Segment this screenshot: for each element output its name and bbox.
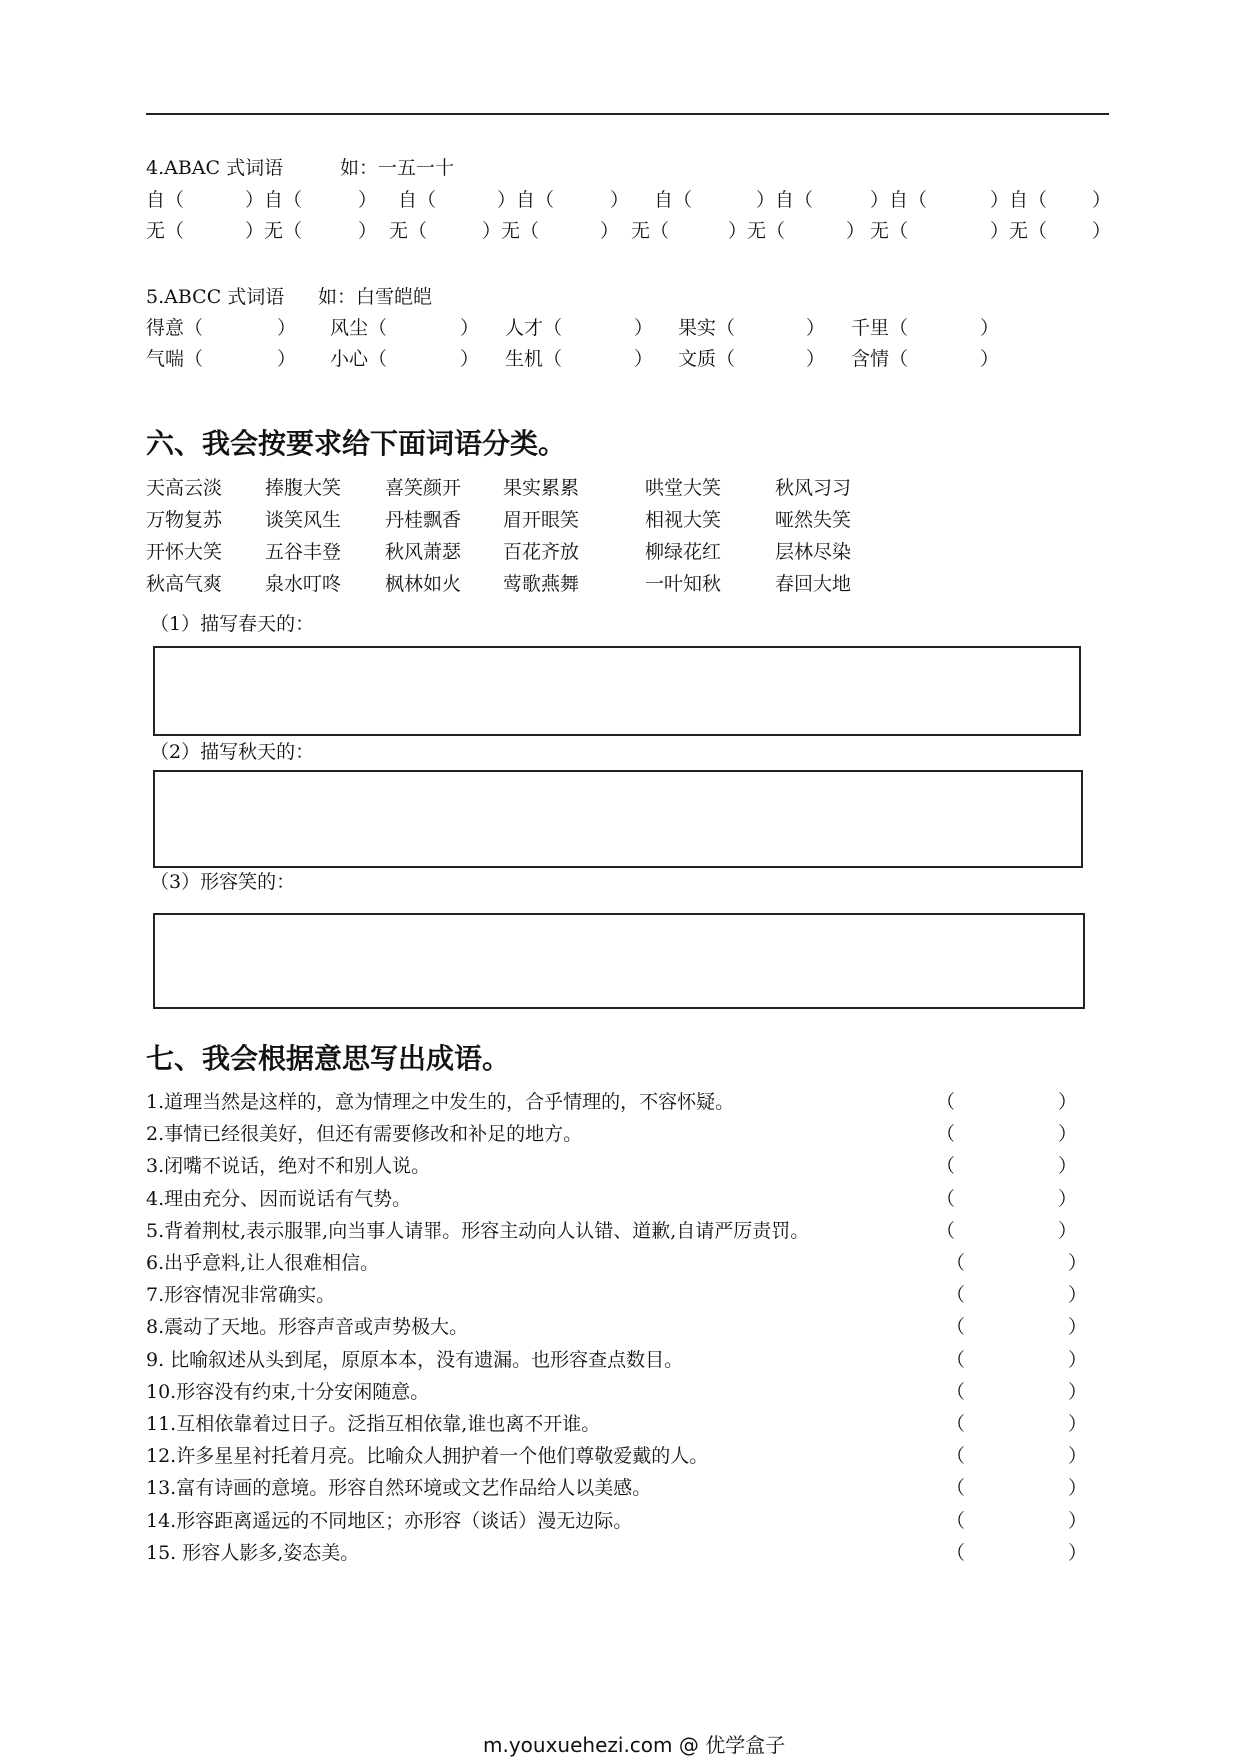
- answer-paren-open[interactable]: （: [936, 1123, 956, 1145]
- idiom-question: 14.形容距离遥远的不同地区；亦形容（谈话）漫无边际。: [146, 1510, 633, 1532]
- abcc-blank-r1-6[interactable]: 果实（: [678, 317, 736, 339]
- idiom-question: 15. 形容人影多,姿态美。: [146, 1542, 360, 1564]
- word-item: 万物复苏: [146, 509, 223, 531]
- abac-blank-r1-1[interactable]: ）自（: [245, 189, 303, 211]
- q3-label: （3）形容笑的：: [150, 871, 296, 893]
- answer-paren-close[interactable]: ）: [1068, 1316, 1088, 1338]
- answer-paren-close[interactable]: ）: [1068, 1542, 1088, 1564]
- abac-blank-r1-4[interactable]: ）自（: [497, 189, 555, 211]
- abcc-blank-r2-8[interactable]: 含情（: [851, 348, 909, 370]
- word-item: 果实累累: [503, 477, 580, 499]
- abac-blank-r2-10[interactable]: ）无（: [990, 220, 1048, 242]
- section5-title: 5.ABCC 式词语: [146, 286, 285, 308]
- abcc-blank-r1-3[interactable]: ）: [460, 317, 480, 339]
- answer-paren-close[interactable]: ）: [1058, 1220, 1078, 1242]
- word-item: 一叶知秋: [645, 573, 722, 595]
- idiom-question: 7.形容情况非常确实。: [146, 1284, 336, 1306]
- abac-blank-r1-9[interactable]: ）自（: [990, 189, 1048, 211]
- abcc-blank-r1-4[interactable]: 人才（: [505, 317, 563, 339]
- abac-blank-r2-11[interactable]: ）: [1092, 220, 1112, 242]
- word-item: 秋风习习: [775, 477, 852, 499]
- section4-title: 4.ABAC 式词语: [146, 157, 284, 179]
- answer-paren-close[interactable]: ）: [1068, 1349, 1088, 1371]
- abac-blank-r2-4[interactable]: ）无（: [482, 220, 540, 242]
- idiom-question: 1.道理当然是这样的，意为情理之中发生的，合乎情理的，不容怀疑。: [146, 1091, 735, 1113]
- abac-blank-r2-7[interactable]: ）无（: [728, 220, 786, 242]
- abcc-blank-r1-8[interactable]: 千里（: [851, 317, 909, 339]
- answer-paren-open[interactable]: （: [946, 1381, 966, 1403]
- word-item: 泉水叮咚: [265, 573, 342, 595]
- answer-paren-close[interactable]: ）: [1068, 1510, 1088, 1532]
- abac-blank-r1-5[interactable]: ）: [610, 189, 630, 211]
- abac-blank-r2-8[interactable]: ）: [846, 220, 866, 242]
- answer-paren-close[interactable]: ）: [1068, 1252, 1088, 1274]
- answer-paren-open[interactable]: （: [936, 1188, 956, 1210]
- word-item: 丹桂飘香: [385, 509, 462, 531]
- abcc-blank-r1-7[interactable]: ）: [806, 317, 826, 339]
- abcc-blank-r2-9[interactable]: ）: [980, 348, 1000, 370]
- section4-example: 如：一五一十: [340, 157, 455, 179]
- answer-paren-open[interactable]: （: [946, 1477, 966, 1499]
- abac-blank-r2-3[interactable]: 无（: [389, 220, 428, 242]
- footer-watermark: m.youxuehezi.com @ 优学盒子: [483, 1733, 786, 1757]
- idiom-question: 2.事情已经很美好，但还有需要修改和补足的地方。: [146, 1123, 583, 1145]
- idiom-question: 10.形容没有约束,十分安闲随意。: [146, 1381, 430, 1403]
- abcc-blank-r2-5[interactable]: ）: [634, 348, 654, 370]
- abac-blank-r1-10[interactable]: ）: [1092, 189, 1112, 211]
- abac-blank-r1-3[interactable]: 自（: [398, 189, 437, 211]
- answer-paren-open[interactable]: （: [936, 1220, 956, 1242]
- answer-paren-open[interactable]: （: [946, 1349, 966, 1371]
- abac-blank-r2-5[interactable]: ）: [600, 220, 620, 242]
- abac-blank-r2-9[interactable]: 无（: [870, 220, 909, 242]
- word-item: 眉开眼笑: [503, 509, 580, 531]
- abcc-blank-r2-2[interactable]: 小心（: [330, 348, 388, 370]
- word-item: 相视大笑: [645, 509, 722, 531]
- abcc-blank-r1-2[interactable]: 风尘（: [330, 317, 388, 339]
- idiom-question: 6.出乎意料,让人很难相信。: [146, 1252, 380, 1274]
- abcc-blank-r2-3[interactable]: ）: [460, 348, 480, 370]
- abac-blank-r1-2[interactable]: ）: [358, 189, 378, 211]
- abac-blank-r2-2[interactable]: ）: [358, 220, 378, 242]
- word-item: 哑然失笑: [775, 509, 852, 531]
- answer-paren-close[interactable]: ）: [1068, 1381, 1088, 1403]
- abac-blank-r1-7[interactable]: ）自（: [756, 189, 814, 211]
- section5-example: 如：白雪皑皑: [318, 286, 433, 308]
- answer-paren-open[interactable]: （: [946, 1252, 966, 1274]
- word-item: 柳绿花红: [645, 541, 722, 563]
- q2-label: （2）描写秋天的：: [150, 741, 315, 763]
- word-item: 秋高气爽: [146, 573, 223, 595]
- abac-blank-r1-0[interactable]: 自（: [146, 189, 185, 211]
- word-item: 哄堂大笑: [645, 477, 722, 499]
- answer-paren-close[interactable]: ）: [1058, 1188, 1078, 1210]
- idiom-question: 9. 比喻叙述从头到尾，原原本本，没有遗漏。也形容查点数目。: [146, 1349, 684, 1371]
- idiom-question: 8.震动了天地。形容声音或声势极大。: [146, 1316, 469, 1338]
- abcc-blank-r2-4[interactable]: 生机（: [505, 348, 563, 370]
- answer-paren-close[interactable]: ）: [1068, 1284, 1088, 1306]
- answer-paren-close[interactable]: ）: [1068, 1445, 1088, 1467]
- answer-paren-open[interactable]: （: [946, 1316, 966, 1338]
- answer-paren-open[interactable]: （: [946, 1413, 966, 1435]
- idiom-question: 12.许多星星衬托着月亮。比喻众人拥护着一个他们尊敬爱戴的人。: [146, 1445, 709, 1467]
- idiom-question: 13.富有诗画的意境。形容自然环境或文艺作品给人以美感。: [146, 1477, 652, 1499]
- answer-paren-open[interactable]: （: [936, 1091, 956, 1113]
- answer-paren-close[interactable]: ）: [1058, 1091, 1078, 1113]
- answer-box-spring[interactable]: [153, 646, 1081, 736]
- section6-heading: 六、我会按要求给下面词语分类。: [146, 427, 567, 460]
- abac-blank-r2-6[interactable]: 无（: [631, 220, 670, 242]
- answer-paren-close[interactable]: ）: [1068, 1413, 1088, 1435]
- word-item: 春回大地: [775, 573, 852, 595]
- abcc-blank-r1-5[interactable]: ）: [634, 317, 654, 339]
- answer-paren-open[interactable]: （: [946, 1542, 966, 1564]
- word-item: 喜笑颜开: [385, 477, 462, 499]
- abcc-blank-r1-0[interactable]: 得意（: [146, 317, 204, 339]
- abcc-blank-r2-6[interactable]: 文质（: [678, 348, 736, 370]
- answer-paren-close[interactable]: ）: [1058, 1123, 1078, 1145]
- word-item: 秋风萧瑟: [385, 541, 462, 563]
- answer-paren-open[interactable]: （: [946, 1445, 966, 1467]
- answer-paren-close[interactable]: ）: [1058, 1155, 1078, 1177]
- word-item: 天高云淡: [146, 477, 223, 499]
- word-item: 谈笑风生: [265, 509, 342, 531]
- idiom-question: 5.背着荆杖,表示服罪,向当事人请罪。形容主动向人认错、道歉,自请严厉责罚。: [146, 1220, 810, 1242]
- abcc-blank-r2-7[interactable]: ）: [806, 348, 826, 370]
- abac-blank-r1-8[interactable]: ）自（: [870, 189, 928, 211]
- word-item: 层林尽染: [775, 541, 852, 563]
- answer-paren-close[interactable]: ）: [1068, 1477, 1088, 1499]
- word-item: 五谷丰登: [265, 541, 342, 563]
- word-item: 莺歌燕舞: [503, 573, 580, 595]
- section7-heading: 七、我会根据意思写出成语。: [146, 1042, 511, 1075]
- q1-label: （1）描写春天的：: [150, 613, 315, 635]
- answer-paren-open[interactable]: （: [946, 1284, 966, 1306]
- abcc-blank-r1-9[interactable]: ）: [980, 317, 1000, 339]
- abcc-blank-r1-1[interactable]: ）: [277, 317, 297, 339]
- abac-blank-r2-0[interactable]: 无（: [146, 220, 185, 242]
- abac-blank-r2-1[interactable]: ）无（: [245, 220, 303, 242]
- word-item: 开怀大笑: [146, 541, 223, 563]
- word-item: 百花齐放: [503, 541, 580, 563]
- answer-box-laugh[interactable]: [153, 913, 1085, 1009]
- answer-paren-open[interactable]: （: [946, 1510, 966, 1532]
- idiom-question: 4.理由充分、因而说话有气势。: [146, 1188, 412, 1210]
- answer-box-autumn[interactable]: [153, 770, 1083, 868]
- word-item: 枫林如火: [385, 573, 462, 595]
- idiom-question: 11.互相依靠着过日子。泛指互相依靠,谁也离不开谁。: [146, 1413, 601, 1435]
- abcc-blank-r2-1[interactable]: ）: [277, 348, 297, 370]
- abcc-blank-r2-0[interactable]: 气喘（: [146, 348, 204, 370]
- abac-blank-r1-6[interactable]: 自（: [654, 189, 693, 211]
- word-item: 捧腹大笑: [265, 477, 342, 499]
- top-rule: [146, 113, 1109, 115]
- idiom-question: 3.闭嘴不说话，绝对不和别人说。: [146, 1155, 431, 1177]
- answer-paren-open[interactable]: （: [936, 1155, 956, 1177]
